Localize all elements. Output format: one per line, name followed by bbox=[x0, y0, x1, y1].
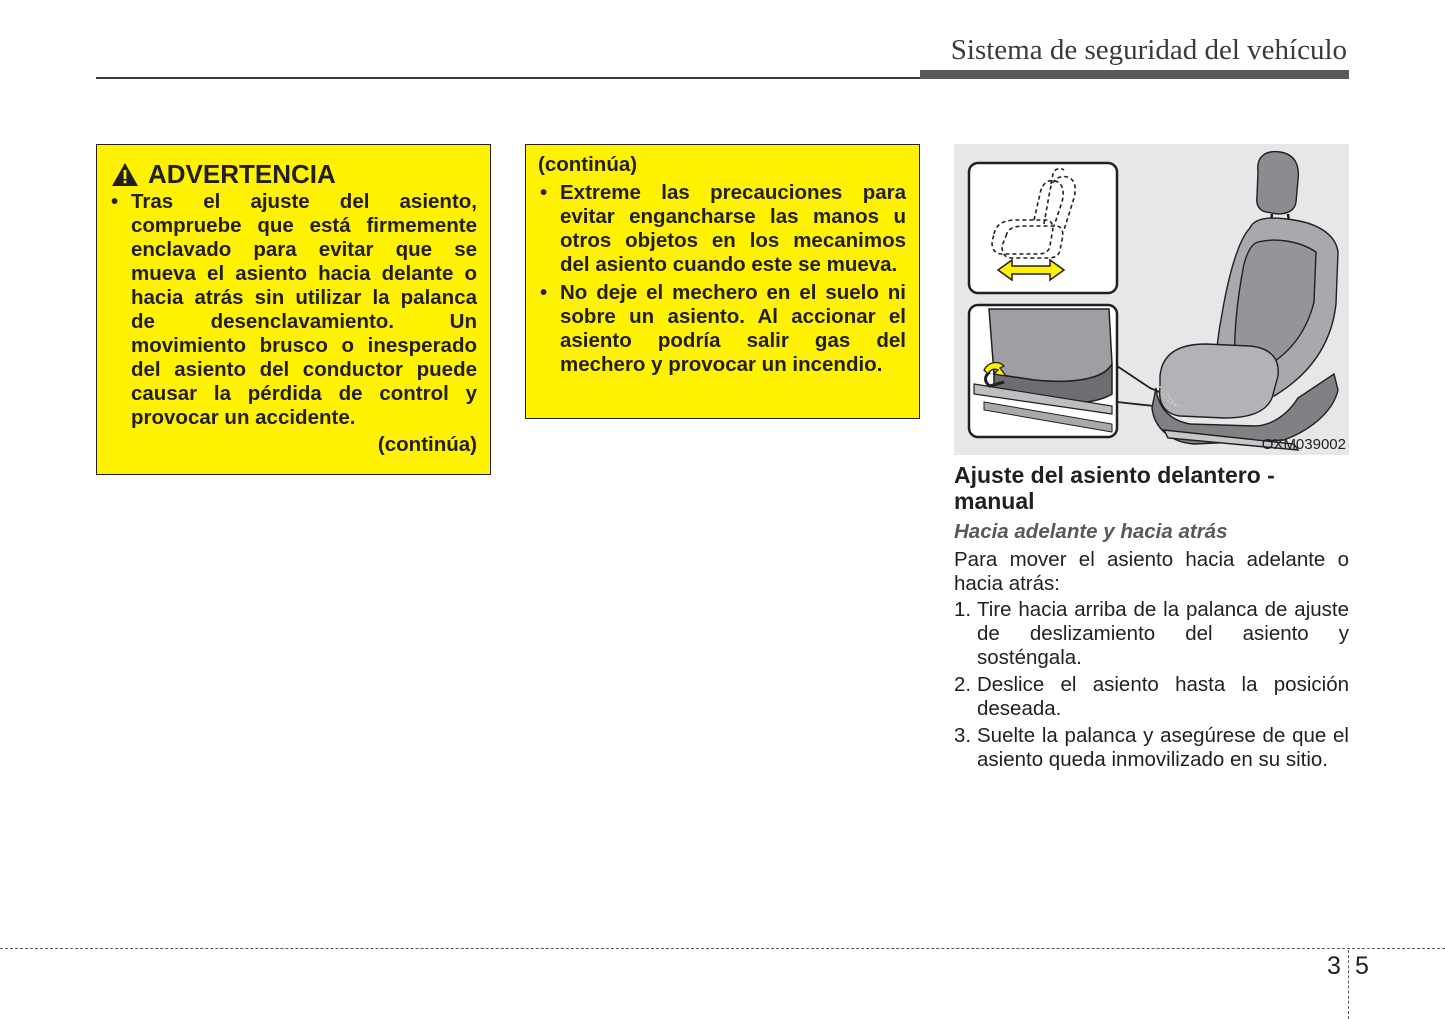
figure-code: OXM039002 bbox=[1261, 436, 1346, 453]
warning-heading bbox=[109, 158, 477, 190]
warning-bullet: • Extreme las precauciones para evitar engancharse las manos u otros objetos en los mecanimos del asiento cuando este se mueva. bbox=[538, 181, 906, 277]
step-number: 2. bbox=[954, 673, 972, 696]
step-number: 3. bbox=[954, 724, 972, 747]
list-item bbox=[954, 724, 1349, 772]
seat-adjustment-figure bbox=[954, 144, 1349, 455]
warning-bullet: • Tras el ajuste del asiento, compruebe que está firmemente enclavado para evitar que se mueva el asiento hacia delante o hacia atrás sin utilizar la palanca de desenclavamiento. Un movimiento brusco o inesperado del asiento del conductor puede causar la pérdida de control y provocar un accidente. bbox=[109, 190, 477, 430]
step-number: 1. bbox=[954, 598, 972, 621]
continued-label: (continúa) bbox=[377, 433, 477, 456]
header-rule bbox=[96, 77, 920, 79]
step-text: Suelte la palanca y asegúrese de que el asiento queda inmovilizado en su sitio. bbox=[977, 724, 1349, 771]
footer-divider bbox=[1348, 950, 1349, 1019]
list-item bbox=[954, 673, 1349, 721]
section-heading: Ajuste del asiento delantero - manual bbox=[954, 462, 1275, 514]
warning-box-2 bbox=[525, 144, 920, 419]
steps-list bbox=[954, 598, 1349, 775]
page-number: 5 bbox=[1355, 952, 1369, 980]
seat-illustration bbox=[954, 144, 1349, 455]
header-bar bbox=[920, 70, 1349, 79]
step-text: Deslice el asiento hasta la posición deseada. bbox=[977, 673, 1349, 720]
chapter-number: 3 bbox=[1327, 952, 1341, 980]
step-text: Tire hacia arriba de la palanca de ajuste de deslizamiento del asiento y sosténgala. bbox=[977, 598, 1349, 669]
running-header-title: Sistema de seguridad del vehículo bbox=[950, 34, 1347, 66]
section-subheading: Hacia adelante y hacia atrás bbox=[954, 520, 1228, 543]
footer-rule bbox=[0, 948, 1445, 949]
warning-box-1 bbox=[96, 144, 491, 475]
warning-bullet: • No deje el mechero en el suelo ni sobre un asiento. Al accionar el asiento podría salir gas del mechero y provocar un incendio. bbox=[538, 281, 906, 377]
continued-label: (continúa) bbox=[538, 153, 638, 176]
warning-heading-label: ADVERTENCIA bbox=[148, 159, 336, 189]
list-item bbox=[954, 598, 1349, 670]
intro-paragraph: Para mover el asiento hacia adelante o hacia atrás: bbox=[954, 548, 1349, 595]
warning-triangle-icon bbox=[111, 162, 139, 187]
